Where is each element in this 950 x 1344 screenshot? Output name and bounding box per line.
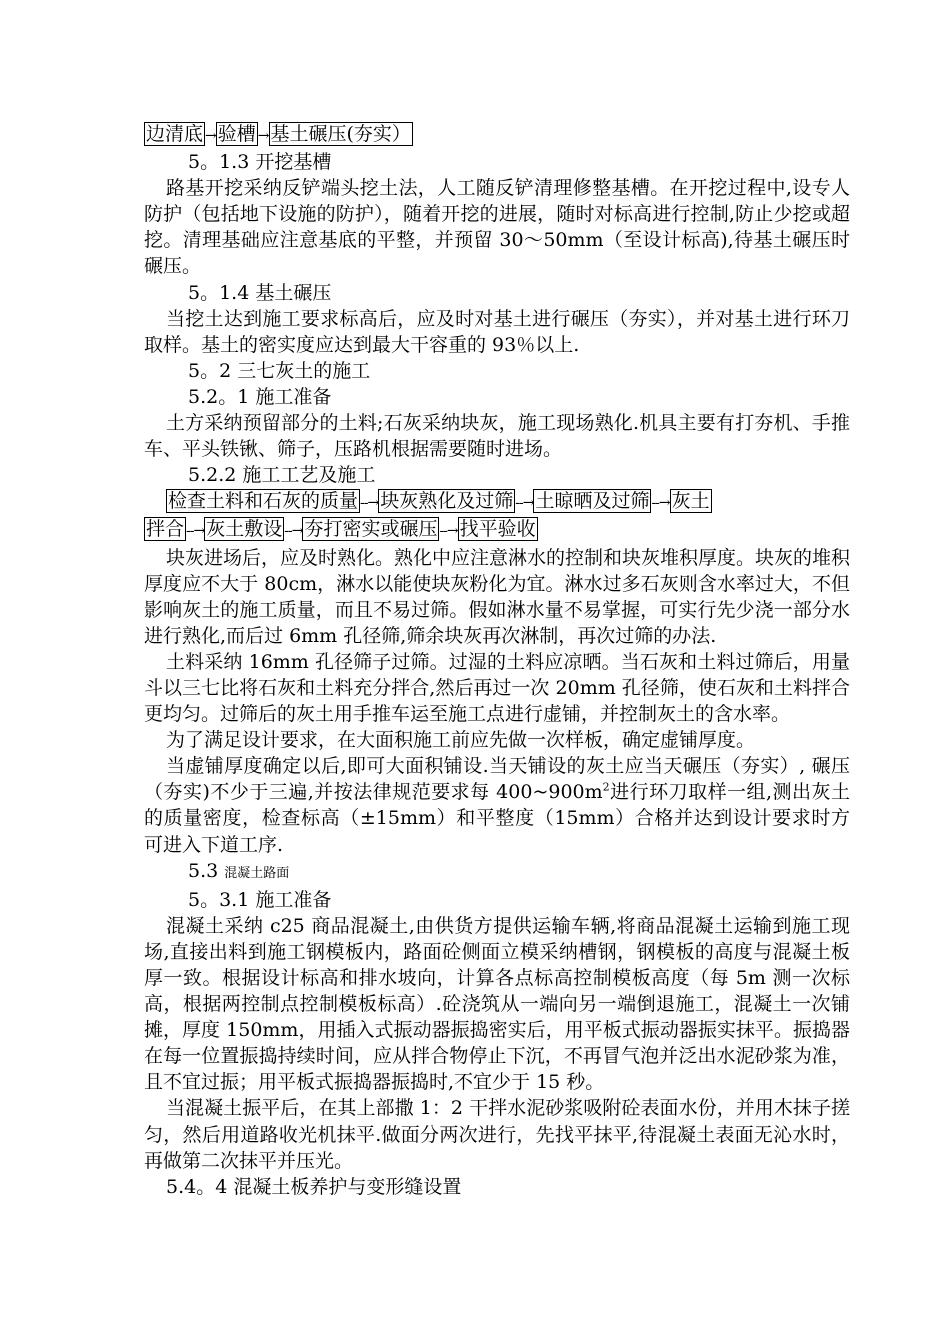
flow-chart-lime-soil-line1 bbox=[144, 488, 850, 516]
superscript: 2 bbox=[602, 781, 610, 795]
flow-step: 找平验收 bbox=[459, 518, 536, 541]
flow-arrow: → bbox=[205, 128, 216, 144]
flow-arrow: --→ bbox=[651, 495, 670, 512]
flow-step: 基土碾压(夯实） bbox=[270, 123, 411, 145]
flow-step: 灰土敷设 bbox=[206, 518, 283, 541]
section-heading: 5。1.3 开挖基槽 bbox=[188, 151, 332, 174]
flow-step: 灰土 bbox=[671, 490, 710, 513]
flow-arrow: → bbox=[257, 128, 269, 144]
paragraph-text: 进行环刀取样一组,测出灰土的质量密度，检查标高（±15mm）和平整度（15mm）合格并达到设计要求时方可进入下道工序. bbox=[144, 781, 850, 856]
flow-step: 验槽 bbox=[217, 123, 256, 145]
paragraph: 当挖土达到施工要求标高后，应及时对基土进行碾压（夯实），并对基土进行环刀取样。基土的密实度应达到最大干容重的 93％以上. bbox=[144, 307, 850, 356]
paragraph: 土方采纳预留部分的土料;石灰采纳块灰，施工现场熟化.机具主要有打夯机、手推车、平头铁锹、筛子，压路机根据需要随时进场。 bbox=[144, 412, 850, 461]
section-label: 混凝土路面 bbox=[224, 865, 290, 881]
paragraph: 当混凝土振平后，在其上部撒 1：2 干拌水泥砂浆吸附砼表面水份，并用木抹子搓匀，然后用道路收光机抹平.做面分两次进行，先找平抹平,待混凝土表面无沁水时，再做第二次抹平并压光。 bbox=[144, 1097, 850, 1172]
flow-arrow: --→ bbox=[360, 495, 379, 512]
paragraph: 土料采纳 16mm 孔径筛子过筛。过湿的土料应凉晒。当石灰和土料过筛后，用量斗以三七比将石灰和土料充分拌合,然后再过一次 20mm 孔径筛，使石灰和土料拌合更均匀。过筛后的灰土用手推车运至施工点进行虚铺，并控制灰土的含水率。 bbox=[144, 650, 850, 726]
flow-step: 边清底 bbox=[146, 123, 204, 145]
flow-step: 检查土料和石灰的质量 bbox=[168, 490, 359, 513]
flow-step: 块灰熟化及过筛 bbox=[380, 490, 514, 513]
flow-chart-excavation bbox=[144, 121, 850, 149]
paragraph: 块灰进场后，应及时熟化。熟化中应注意淋水的控制和块灰堆积厚度。块灰的堆积厚度应不大于 80cm，淋水以能使块灰粉化为宜。淋水过多石灰则含水率过大，不但影响灰土的施工质量，而且不易过筛。假如淋水量不易掌握，可实行先少浇一部分水进行熟化,而后过 6mm 孔径筛,筛余块灰再次淋制，再次过筛的办法. bbox=[144, 546, 851, 647]
flow-arrow: --→ bbox=[439, 523, 458, 540]
flow-chart-lime-soil-line2 bbox=[144, 516, 850, 544]
paragraph bbox=[144, 753, 850, 857]
paragraph: 为了满足设计要求，在大面积施工前应先做一次样板，确定虚铺厚度。 bbox=[166, 729, 756, 752]
flow-arrow: --→ bbox=[186, 523, 205, 540]
flow-arrow: --→ bbox=[515, 495, 534, 512]
section-heading: 5.2。1 施工准备 bbox=[188, 385, 332, 408]
paragraph: 路基开挖采纳反铲端头挖土法，人工随反铲清理修整基槽。在开挖过程中,设专人防护（包括地下设施的防护），随着开挖的进展，随时对标高进行控制,防止少挖或超挖。清理基础应注意基底的平整，并预留 30～50mm（至设计标高),待基土碾压时碾压。 bbox=[144, 177, 850, 278]
flow-step: 土晾晒及过筛 bbox=[535, 490, 650, 513]
paragraph: 混凝土采纳 c25 商品混凝土,由供货方提供运输车辆,将商品混凝土运输到施工现场,直接出料到施工钢模板内，路面砼侧面立模采纳槽钢，钢模板的高度与混凝土板厚一致。根据设计标高和排水坡向，计算各点标高控制模板高度（每 5m 测一次标高，根据两控制点控制模板标高）.砼浇筑从一端向另一端倒退施工，混凝土一次铺摊，厚度 150mm，用插入式振动器振捣密实后，用平板式振动器振实抹平。振捣器在每一位置振捣持续时间，应从拌合物停止下沉，不再冒气泡并泛出水泥砂浆为准，且不宜过振；用平板式振捣器振捣时,不宜少于 15 秒。 bbox=[144, 914, 850, 1094]
flow-arrow: --→ bbox=[284, 523, 303, 540]
section-heading: 5.4。4 混凝土板养护与变形缝设置 bbox=[166, 1175, 462, 1198]
section-heading: 5.2.2 施工工艺及施工 bbox=[188, 464, 376, 487]
section-heading bbox=[144, 858, 850, 887]
paragraph-text: 当虚铺厚度确定以后,即可大面积铺设.当天铺设的灰土应当天碾压（夯实）, 碾压（夯实)不少于三遍,并按法律规范要求每 400~900m bbox=[144, 755, 850, 804]
flow-step: 夯打密实或碾压 bbox=[304, 518, 438, 541]
section-number: 5.3 bbox=[188, 859, 219, 882]
section-heading: 5。2 三七灰土的施工 bbox=[188, 359, 371, 382]
document-page bbox=[144, 121, 850, 1200]
flow-step: 拌合 bbox=[146, 518, 185, 541]
section-heading: 5。3.1 施工准备 bbox=[188, 888, 332, 911]
section-heading: 5。1.4 基土碾压 bbox=[188, 281, 332, 304]
